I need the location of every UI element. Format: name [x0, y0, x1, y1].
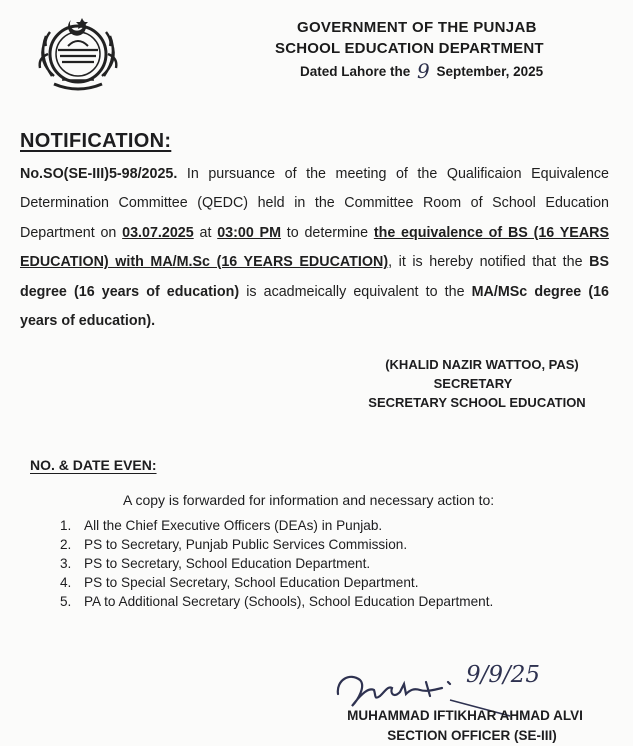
distribution-heading: NO. & DATE EVEN: [30, 457, 157, 473]
date-prefix: Dated Lahore the [300, 64, 411, 79]
meeting-date: 03.07.2025 [122, 224, 194, 241]
officer-name: MUHAMMAD IFTIKHAR AHMAD ALVI [347, 708, 583, 723]
list-item [60, 516, 493, 535]
list-item [60, 573, 493, 592]
list-number: 2. [60, 537, 72, 552]
distribution-list [60, 516, 493, 611]
officer-title: SECTION OFFICER (SE-III) [387, 728, 557, 743]
list-item [60, 554, 493, 573]
secretary-title: SECRETARY [433, 376, 513, 391]
meeting-time: 03:00 PM [217, 224, 281, 241]
letterhead [270, 17, 600, 82]
list-text: PS to Secretary, School Education Department. [84, 556, 371, 571]
list-number: 5. [60, 594, 72, 609]
list-number: 3. [60, 556, 72, 571]
equivalence-subject: the equivalence of BS (16 YEARS EDUCATION) with MA/M.Sc (16 YEARS EDUCATION) [20, 224, 610, 271]
dated-line [300, 59, 600, 82]
secretary-name: (KHALID NAZIR WATTOO, PAS) [385, 357, 579, 372]
bs-degree: BS degree (16 years of education) [20, 254, 609, 300]
handwritten-signoff-date: 9/9/25 [466, 662, 541, 688]
notification-body [20, 160, 609, 336]
body-text-d: , it is hereby notified that the [388, 254, 590, 271]
body-text-b: at [193, 224, 218, 241]
government-title: GOVERNMENT OF THE PUNJAB [297, 19, 537, 36]
reference-number: No.SO(SE-III)5-98/2025. [20, 166, 178, 182]
punjab-government-emblem-icon [28, 6, 128, 98]
list-number: 4. [60, 575, 72, 590]
body-text-c: to determine [281, 224, 374, 241]
ma-degree: MA/MSc degree (16 years of education). [20, 283, 609, 330]
notification-title: NOTIFICATION: [20, 130, 172, 152]
list-item [60, 592, 493, 611]
list-text: PS to Special Secretary, School Education Department. [84, 575, 419, 590]
list-text: PA to Additional Secretary (Schools), School Education Department. [84, 594, 494, 609]
list-number: 1. [60, 518, 72, 533]
body-text-e: is acadmeically equivalent to the [239, 283, 472, 300]
list-text: PS to Secretary, Punjab Public Services Commission. [84, 537, 408, 552]
department-title: SCHOOL EDUCATION DEPARTMENT [275, 40, 544, 57]
secretary-signature-block [327, 355, 607, 412]
distribution-intro: A copy is forwarded for information and necessary action to: [123, 492, 495, 508]
list-item [60, 535, 493, 554]
date-suffix: September, 2025 [436, 64, 544, 79]
section-officer-block [310, 706, 620, 746]
list-text: All the Chief Executive Officers (DEAs) in Punjab. [84, 518, 383, 533]
body-text-a: In pursuance of the meeting of the Qualificaion Equivalence Determination Committee (QEDC) held in the Committee Room of School Education Department on [20, 166, 609, 241]
handwritten-day: 9 [417, 59, 430, 83]
secretary-department: SECRETARY SCHOOL EDUCATION [368, 395, 586, 410]
